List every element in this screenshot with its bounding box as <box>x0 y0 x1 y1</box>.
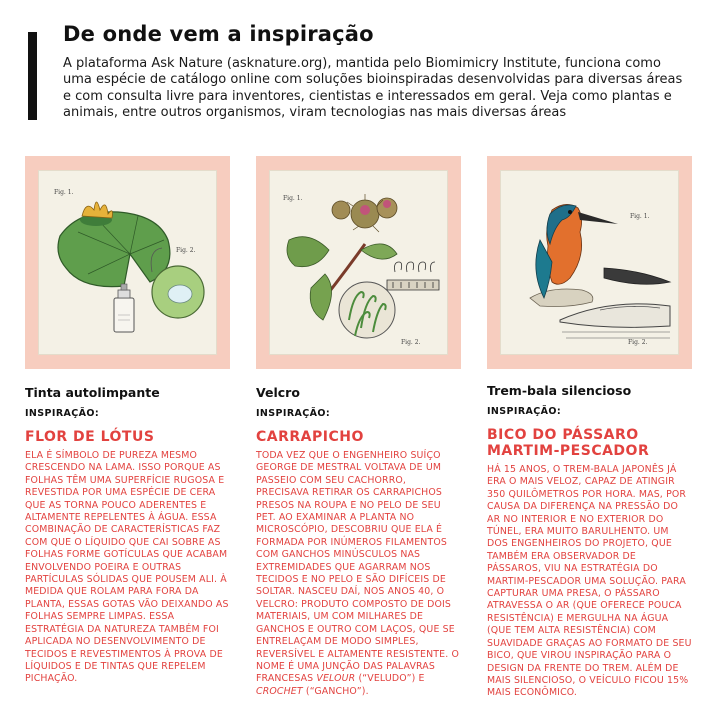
term-velour: VELOUR <box>316 673 356 685</box>
spray-can <box>114 284 134 332</box>
inspiration-source: FLOR DE LÓTUS <box>25 429 155 445</box>
fig-label: Fig. 1. <box>283 195 303 202</box>
kingfisher-illustration <box>500 170 679 355</box>
body-text: (“GANCHO”). <box>302 685 369 697</box>
illustration-frame <box>25 156 230 369</box>
source-line: MARTIM-PESCADOR <box>487 443 650 459</box>
card-trem-bala <box>487 156 692 700</box>
inspiration-label: INSPIRAÇÃO: <box>25 408 100 419</box>
fig-label: Fig. 2. <box>401 339 421 346</box>
fig-label: Fig. 2. <box>628 339 648 346</box>
burdock-drawing <box>269 170 448 355</box>
inspiration-label: INSPIRAÇÃO: <box>256 408 331 419</box>
card-title: Trem-bala silencioso <box>487 383 632 398</box>
body-text: (“VELUDO”) E <box>355 673 425 685</box>
inspiration-label: INSPIRAÇÃO: <box>487 406 562 417</box>
term-crochet: CROCHET <box>256 685 303 697</box>
lotus-flower <box>80 202 113 226</box>
accent-bar <box>28 32 37 120</box>
lotus-drawing <box>38 170 217 355</box>
inspiration-source <box>487 427 692 459</box>
kingfisher-drawing <box>500 170 679 355</box>
card-body: HÁ 15 ANOS, O TREM-BALA JAPONÊS JÁ ERA O MAIS VELOZ, CAPAZ DE ATINGIR 350 QUILÔMETROS POR HORA. MAS, POR CAUSA DA DIFERENÇA NA PRESSÃO DO AR NO INTERIOR E NO EXTERIOR DO TÚNEL, ERA MUITO BARULHENTO. UM DOS ENGENHEIROS DO PROJETO, QUE TAMBÉM ERA OBSERVADOR DE PÁSSAROS, VIU NA ESTRATÉGIA DO MARTIM-PESCADOR UMA SOLUÇÃO. PARA CAPTURAR UMA PRESA, O PÁSSARO ATRAVESSA O AR (QUE OFERECE POUCA RESISTÊNCIA) E MERGULHA NA ÁGUA (QUE TEM ALTA RESISTÊNCIA) COM SUAVIDADE GRAÇAS AO FORMATO DE SEU BICO, QUE VIROU INSPIRAÇÃO PARA O DESIGN DA FRENTE DO TREM. ALÉM DE MAIS SILENCIOSO, O VEÍCULO FICOU 15% MAIS ECONÔMICO. <box>487 464 692 699</box>
fig-label: Fig. 1. <box>630 213 650 220</box>
kingfisher-bird <box>536 204 618 298</box>
hooks-diagram <box>387 262 439 290</box>
burrs <box>332 194 397 232</box>
bullet-train-nose <box>560 304 670 338</box>
inspiration-source: CARRAPICHO <box>256 429 364 445</box>
burdock-illustration <box>269 170 448 355</box>
body-text: TODA VEZ QUE O ENGENHEIRO SUÍÇO GEORGE DE MESTRAL VOLTAVA DE UM PASSEIO COM SEU CACHORRO, PRECISAVA RETIRAR OS CARRAPICHOS PRESOS NA ROUPA E NO PELO DE SEU PET. AO EXAMINAR A PLANTA NO MICROSCÓPIO, DESCOBRIU QUE ELA É FORMADA POR INÚMEROS FILAMENTOS COM GANCHOS MINÚSCULOS NAS EXTREMIDADES QUE AGARRAM NOS TECIDOS E NO PELO E SÃO DIFÍCEIS DE SOLTAR. NASCEU DAÍ, NOS ANOS 40, O VELCRO: PRODUTO COMPOSTO DE DOIS MATERIAIS, UM COM MILHARES DE GANCHOS E OUTRO COM LAÇOS, QUE SE ENTRELAÇAM DE MODO SIMPLES, REVERSÍVEL E ALTAMENTE RESISTENTE. O NOME É UMA JUNÇÃO DAS PALAVRAS FRANCESAS <box>256 450 460 685</box>
page-title: De onde vem a inspiração <box>63 22 374 46</box>
source-line: BICO DO PÁSSARO <box>487 427 639 443</box>
card-body <box>256 450 461 698</box>
fig-label: Fig. 1. <box>54 189 74 196</box>
illustration-frame <box>256 156 461 369</box>
fig-label: Fig. 2. <box>176 247 196 254</box>
card-body: ELA É SÍMBOLO DE PUREZA MESMO CRESCENDO NA LAMA. ISSO PORQUE AS FOLHAS TÊM UMA SUPERFÍCIE RUGOSA E REVESTIDA POR UMA ESPÉCIE DE CERA QUE AS TORNA POUCO ADERENTES E ALTAMENTE REPELENTES À ÁGUA. ESSA COMBINAÇÃO DE CARACTERÍSTICAS FAZ COM QUE O LÍQUIDO QUE CAI SOBRE AS FOLHAS FORME GOTÍCULAS QUE ACABAM ENVOLVENDO POEIRA E OUTRAS PARTÍCULAS SÓLIDAS QUE POUSEM ALI. À MEDIDA QUE ROLAM PARA FORA DA PLANTA, ESSAS GOTAS VÃO DEIXANDO AS FOLHAS SEMPRE LIMPAS. ESSA ESTRATÉGIA DA NATUREZA TAMBÉM FOI APLICADA NO DESENVOLVIMENTO DE TECIDOS E REVESTIMENTOS À PROVA DE LÍQUIDOS E DE TINTAS QUE REPELEM PICHAÇÃO. <box>25 450 229 685</box>
card-velcro <box>256 156 461 698</box>
card-tinta-autolimpante <box>25 156 230 686</box>
card-title: Tinta autolimpante <box>25 385 160 400</box>
lotus-illustration <box>38 170 217 355</box>
intro-paragraph: A plataforma Ask Nature (asknature.org), mantida pelo Biomimicry Institute, funciona como uma espécie de catálogo online com soluções bioinspiradas desenvolvidas para diversas áreas e com consulta livre para inventores, cientistas e interessados em geral. Veja como plantas e animais, entre outros organismos, viram tecnologias nas mais diversas áreas <box>63 56 683 121</box>
illustration-frame <box>487 156 692 369</box>
card-title: Velcro <box>256 385 300 400</box>
